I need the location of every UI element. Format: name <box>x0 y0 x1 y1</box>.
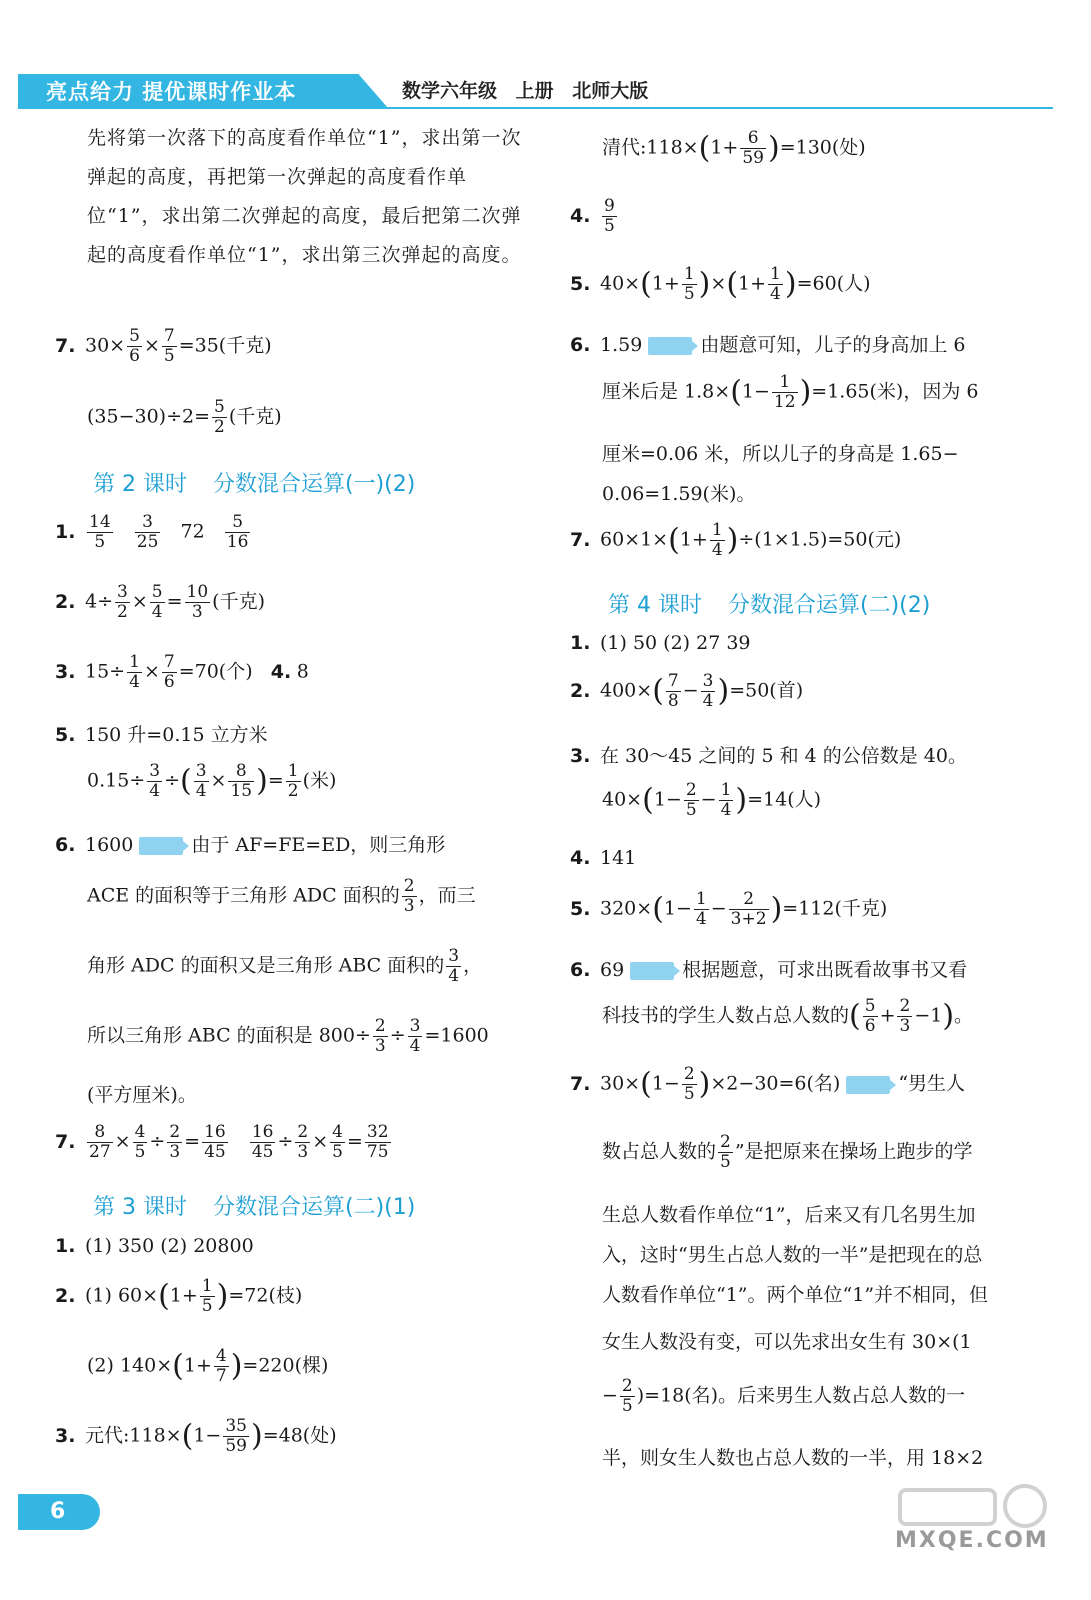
s3-answer-2: 2. (1) 60×(1+ $\frac{1}{5}$ )=72(枝) <box>55 1276 303 1316</box>
expr-text: (1) 350 (2) 20800 <box>85 1235 254 1257</box>
item-number: 7. <box>570 528 591 551</box>
fraction: $\frac{3}{25}$ <box>136 512 159 552</box>
s3-answer-6-line2: 厘米后是 1.8×(1− $\frac{1}{12}$ )=1.65(米)，因为 6 <box>602 372 979 412</box>
fraction: $\frac{10}{3}$ <box>186 582 209 622</box>
explanation-text: 由于 AF=FE=ED，则三角形 <box>191 834 446 856</box>
expr-text: =70(个) <box>178 660 253 683</box>
expr-text: 1600 <box>85 834 134 856</box>
s3-answer-6-line4: 0.06=1.59(米)。 <box>602 483 756 505</box>
item-number: 5. <box>55 724 76 746</box>
fraction: $\frac{3}{4}$ <box>409 1016 421 1056</box>
section-heading-4: 第 4 课时 分数混合运算(二)(2) <box>608 593 931 618</box>
item-number: 2. <box>55 1284 76 1307</box>
s4-answer-6-line2: 科技书的学生人数占总人数的( $\frac{5}{6}$ + $\frac{2}{3}$ −1)。 <box>602 996 974 1036</box>
expr-text: =35(千克) <box>178 334 272 357</box>
item-number: 1. <box>55 1235 76 1257</box>
item-number: 3. <box>55 1424 76 1447</box>
item-number: 7. <box>570 1072 591 1095</box>
fraction: $\frac{7}{5}$ <box>163 326 175 366</box>
s4-answer-3-line2: 40×(1− $\frac{2}{5}$ − $\frac{1}{4}$ )=14(人) <box>602 780 822 820</box>
fraction: $\frac{2}{5}$ <box>683 1064 695 1104</box>
item-number: 2. <box>55 590 76 613</box>
fraction: $\frac{8}{27}$ <box>89 1122 111 1162</box>
item-number: 7. <box>55 1130 76 1153</box>
s4-answer-7-line7: − $\frac{2}{5}$ )=18(名)。后来男生人数占总人数的一 <box>602 1376 966 1416</box>
fraction: $\frac{3}{4}$ <box>702 671 714 711</box>
analysis-tag <box>648 337 692 355</box>
s2-answer-6-line4: 所以三角形 ABC 的面积是 800÷ $\frac{2}{3}$ ÷ $\frac{3}{4}$ =1600 <box>87 1016 489 1056</box>
analysis-tag <box>630 962 674 980</box>
expr-text: (千克) <box>212 590 265 613</box>
s3-answer-7: 7. 60×1×(1+ $\frac{1}{4}$ )÷(1×1.5)=50(元) <box>570 520 902 560</box>
fraction: $\frac{9}{5}$ <box>604 196 615 236</box>
s4-answer-6: 6. 69 根据题意，可求出既看故事书又看 <box>570 959 968 981</box>
fraction: $\frac{4}{5}$ <box>134 1122 146 1162</box>
item-number: 6. <box>570 959 591 981</box>
expr-text: 15÷ <box>85 660 126 683</box>
fraction: $\frac{5}{2}$ <box>214 397 225 437</box>
s4-answer-4: 4. 141 <box>570 847 637 869</box>
page-number: 6 <box>18 1494 100 1530</box>
s4-answer-7-line5: 人数看作单位“1”。两个单位“1”并不相同，但 <box>602 1284 989 1306</box>
header-divider <box>18 107 1053 109</box>
book-series-title: 亮点给力 提优课时作业本 <box>46 80 297 104</box>
item-number: 5. <box>570 272 591 295</box>
expr-text: 72 <box>180 520 205 543</box>
s4-answer-2: 2. 400×( $\frac{7}{8}$ − $\frac{3}{4}$ )=50(首) <box>570 671 804 711</box>
fraction: $\frac{8}{15}$ <box>230 761 253 801</box>
fraction: $\frac{3}{2}$ <box>117 582 128 622</box>
s3-answer-1 <box>55 1235 254 1257</box>
item-number: 4. <box>270 660 292 683</box>
fraction: $\frac{1}{2}$ <box>287 761 299 801</box>
s4-answer-3: 3. 在 30～45 之间的 5 和 4 的公倍数是 40。 <box>570 745 967 767</box>
item-number: 4. <box>570 204 591 227</box>
fraction: $\frac{2}{3+2}$ <box>730 889 767 929</box>
fraction: $\frac{6}{59}$ <box>742 128 764 168</box>
fraction: $\frac{1}{4}$ <box>770 264 781 304</box>
s2-answer-2: 2. 4÷ $\frac{3}{2}$ × $\frac{5}{4}$ = $\frac{10}{3}$ (千克) <box>55 582 265 622</box>
s4-answer-7-line3: 生总人数看作单位“1”，后来又有几名男生加 <box>602 1204 976 1226</box>
s3-answer-6-line3: 厘米=0.06 米，所以儿子的身高是 1.65− <box>602 443 959 465</box>
s4-answer-7: 7. 30×(1− $\frac{2}{5}$ )×2−30=6(名) “男生人 <box>570 1064 966 1104</box>
item-number: 1. <box>55 520 76 543</box>
fraction: $\frac{5}{4}$ <box>151 582 163 622</box>
fraction: $\frac{2}{3}$ <box>403 876 415 916</box>
fraction: $\frac{3}{4}$ <box>195 761 207 801</box>
expr-text: 150 升=0.15 立方米 <box>85 724 268 746</box>
answer-7-line2 <box>87 398 282 437</box>
s4-answer-7-line4: 入，这时“男生占总人数的一半”是把现在的总 <box>602 1244 983 1266</box>
s2-answer-7: 7. $\frac{8}{27}$ × $\frac{4}{5}$ ÷ $\frac{2}{3}$ = $\frac{16}{45}$ $\frac{16}{45}$ ÷ $\frac{2}{3}$ × $\frac{4}{5}$ = $\frac{32}{75}$ <box>55 1122 389 1162</box>
fraction: $\frac{1}{5}$ <box>683 264 695 304</box>
fraction: $\frac{1}{4}$ <box>129 652 140 692</box>
expr-text: (千克) <box>228 405 282 428</box>
s2-answer-3: 3. 15÷ $\frac{1}{4}$ × $\frac{7}{6}$ =70(个) 4. 8 <box>55 652 309 692</box>
fraction: $\frac{7}{8}$ <box>667 671 679 711</box>
fraction: $\frac{2}{3}$ <box>297 1122 309 1162</box>
s2-answer-6-line2: ACE 的面积等于三角形 ADC 面积的 $\frac{2}{3}$ ，而三 <box>87 876 476 916</box>
fraction: $\frac{16}{45}$ <box>251 1122 274 1162</box>
item-number: 3. <box>570 745 591 767</box>
s3-answer-3-line2: 清代:118×(1+ $\frac{6}{59}$ )=130(处) <box>602 128 866 168</box>
item-number: 1. <box>570 632 591 654</box>
fraction: $\frac{2}{5}$ <box>621 1376 633 1416</box>
fraction: $\frac{5}{6}$ <box>864 996 876 1036</box>
fraction: $\frac{1}{12}$ <box>773 372 796 412</box>
s4-answer-7-line8: 半，则女生人数也占总人数的一半，用 18×2 <box>602 1447 984 1469</box>
s2-answer-5 <box>55 720 268 747</box>
item-number: 4. <box>570 847 591 869</box>
analysis-tag <box>139 837 183 855</box>
s3-answer-2-line2: (2) 140×(1+ $\frac{4}{7}$ )=220(棵) <box>87 1346 329 1386</box>
s3-answer-4 <box>570 197 619 236</box>
item-number: 3. <box>55 660 76 683</box>
s4-answer-5: 5. 320×(1− $\frac{1}{4}$ − $\frac{2}{3+2}$ )=112(千克) <box>570 889 888 929</box>
expr-text: (35−30)÷2= <box>87 405 211 428</box>
q6-explanation: 先将第一次落下的高度看作单位“1”，求出第一次弹起的高度，再把第一次弹起的高度看作单位“1”，求出第二次弹起的高度，最后把第二次弹起的高度看作单位“1”，求出第三次弹起的高度。 <box>87 127 522 266</box>
fraction: $\frac{16}{45}$ <box>204 1122 226 1162</box>
expr-text: 8 <box>296 660 309 683</box>
fraction: $\frac{5}{6}$ <box>129 326 140 366</box>
analysis-tag <box>846 1076 890 1094</box>
item-number: 6. <box>570 334 591 356</box>
item-number: 6. <box>55 834 76 856</box>
fraction: $\frac{5}{16}$ <box>226 512 249 552</box>
fraction: $\frac{1}{4}$ <box>720 780 732 820</box>
section-heading-3: 第 3 课时 分数混合运算(二)(1) <box>93 1195 416 1220</box>
fraction: $\frac{2}{5}$ <box>685 780 697 820</box>
s2-answer-1 <box>55 513 252 552</box>
section-heading-2: 第 2 课时 分数混合运算(一)(2) <box>93 472 416 497</box>
fraction: $\frac{14}{5}$ <box>89 512 111 552</box>
fraction: $\frac{1}{4}$ <box>695 889 707 929</box>
fraction: $\frac{4}{7}$ <box>215 1346 227 1386</box>
fraction: $\frac{35}{59}$ <box>225 1416 247 1456</box>
s4-answer-7-line6: 女生人数没有变，可以先求出女生有 30×(1 <box>602 1331 972 1353</box>
answer-7: 7. 30× $\frac{5}{6}$ × $\frac{7}{5}$ =35(千克) <box>55 326 272 366</box>
expr-text: 4÷ <box>85 590 114 613</box>
s3-answer-3: 3. 元代:118×(1− $\frac{35}{59}$ )=48(处) <box>55 1416 337 1456</box>
fraction: $\frac{2}{5}$ <box>720 1132 731 1172</box>
s4-answer-1: 1. (1) 50 (2) 27 39 <box>570 632 751 654</box>
s2-answer-6-line3: 角形 ADC 的面积又是三角形 ABC 面积的 $\frac{3}{4}$ ， <box>87 946 483 986</box>
expr-text: 0.15÷ <box>87 769 146 792</box>
fraction: $\frac{2}{3}$ <box>899 996 911 1036</box>
fraction: $\frac{1}{4}$ <box>711 520 723 560</box>
s2-answer-5-line2: 0.15÷ $\frac{3}{4}$ ÷( $\frac{3}{4}$ × $\frac{8}{15}$ )= $\frac{1}{2}$ (米) <box>87 761 337 801</box>
fraction: $\frac{3}{4}$ <box>448 946 460 986</box>
fraction: $\frac{3}{4}$ <box>149 761 161 801</box>
book-subject-title: 数学六年级 上册 北师大版 <box>402 80 649 102</box>
s2-answer-6 <box>55 830 445 857</box>
item-number: 2. <box>570 679 591 702</box>
fraction: $\frac{32}{75}$ <box>366 1122 389 1162</box>
fraction: $\frac{7}{6}$ <box>163 652 175 692</box>
watermark-text: MXQE.COM <box>895 1528 1049 1553</box>
fraction: $\frac{2}{3}$ <box>374 1016 386 1056</box>
s4-answer-7-line2: 数占总人数的 $\frac{2}{5}$ ”是把原来在操场上跑步的学 <box>602 1132 973 1172</box>
expr-text: 30× <box>85 334 126 357</box>
item-number: 5. <box>570 897 591 920</box>
item-number: 7. <box>55 334 76 357</box>
fraction: $\frac{4}{5}$ <box>332 1122 343 1162</box>
s3-answer-5: 5. 40×(1+ $\frac{1}{5}$ )×(1+ $\frac{1}{4}$ )=60(人) <box>570 264 871 304</box>
expr-text: (米) <box>302 769 337 792</box>
s2-answer-6-line5: (平方厘米)。 <box>87 1084 197 1106</box>
fraction: $\frac{1}{5}$ <box>201 1276 213 1316</box>
fraction: $\frac{2}{3}$ <box>169 1122 181 1162</box>
s3-answer-6: 6. 1.59 由题意可知，儿子的身高加上 6 <box>570 334 966 356</box>
